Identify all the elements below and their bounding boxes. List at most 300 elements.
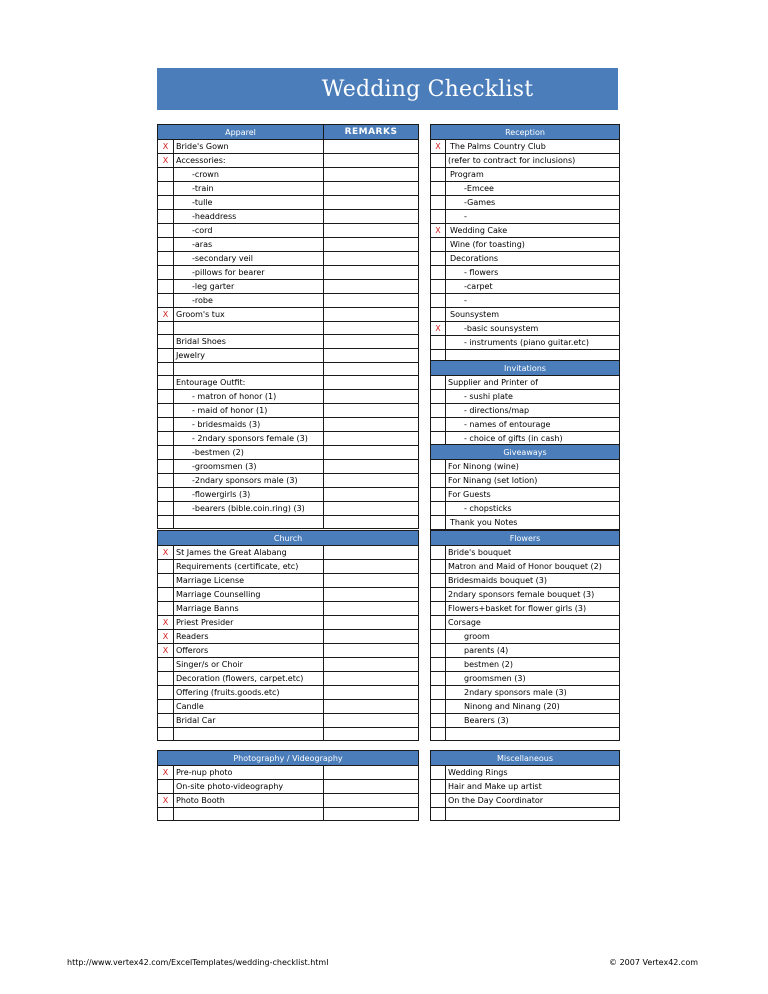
remarks-cell[interactable] (324, 266, 419, 280)
checklist-row (158, 280, 419, 294)
checklist-row (158, 154, 419, 168)
checklist-row (431, 196, 620, 210)
checklist-row (431, 686, 620, 700)
item-label: - maid of honor (1) (174, 404, 324, 418)
item-label: On the Day Coordinator (446, 794, 620, 808)
remarks-header: REMARKS (324, 125, 419, 140)
remarks-cell[interactable] (324, 308, 419, 322)
remarks-cell[interactable] (324, 335, 419, 349)
item-label: -secondary veil (174, 252, 324, 266)
checklist-row (431, 616, 620, 630)
checklist-row (431, 474, 620, 488)
apparel-header: Apparel (158, 125, 324, 140)
checklist-row (431, 252, 620, 266)
remarks-cell[interactable] (324, 602, 419, 616)
item-label: - names of entourage (446, 418, 620, 432)
checklist-row (158, 686, 419, 700)
checklist-row (158, 349, 419, 363)
remarks-cell[interactable] (324, 154, 419, 168)
item-label: -basic sounsystem (446, 322, 620, 336)
checkbox-cell[interactable] (158, 432, 174, 446)
checkbox-cell[interactable] (431, 728, 446, 741)
item-label: - sushi plate (446, 390, 620, 404)
remarks-cell[interactable] (324, 488, 419, 502)
checklist-row (431, 602, 620, 616)
checkbox-cell[interactable] (158, 560, 174, 574)
checkbox-cell[interactable] (158, 516, 174, 529)
checklist-row (431, 322, 620, 336)
remarks-cell[interactable] (324, 574, 419, 588)
checkbox-cell[interactable] (158, 376, 174, 390)
item-label: groom (446, 630, 620, 644)
checkbox-cell[interactable]: X (158, 616, 174, 630)
item-label: 2ndary sponsors male (3) (446, 686, 620, 700)
remarks-cell[interactable] (324, 390, 419, 404)
checklist-row (158, 308, 419, 322)
item-label: -train (174, 182, 324, 196)
checklist-row (158, 780, 419, 794)
checkbox-cell[interactable] (431, 460, 446, 474)
checklist-row (431, 308, 620, 322)
checkbox-cell[interactable] (431, 308, 446, 322)
checkbox-cell[interactable]: X (158, 630, 174, 644)
checklist-row (431, 168, 620, 182)
apparel-table (157, 124, 419, 529)
checklist-row (431, 182, 620, 196)
remarks-cell[interactable] (324, 766, 419, 780)
church-header: Church (158, 531, 419, 546)
checkbox-cell[interactable] (158, 266, 174, 280)
footer-url[interactable]: http://www.vertex42.com/ExcelTemplates/wedding-checklist.html (67, 958, 329, 967)
item-label: Offering (fruits.goods.etc) (174, 686, 324, 700)
checkbox-cell[interactable] (158, 658, 174, 672)
item-label: St James the Great Alabang (174, 546, 324, 560)
checkbox-cell[interactable] (431, 168, 446, 182)
item-label: - flowers (446, 266, 620, 280)
checklist-row (158, 714, 419, 728)
remarks-cell[interactable] (324, 460, 419, 474)
checklist-row (431, 672, 620, 686)
checkbox-cell[interactable] (431, 602, 446, 616)
item-label: Priest Presider (174, 616, 324, 630)
checklist-row (158, 446, 419, 460)
remarks-cell[interactable] (324, 560, 419, 574)
remarks-cell[interactable] (324, 196, 419, 210)
item-label: - instruments (piano guitar.etc) (446, 336, 620, 350)
item-label: Jewelry (174, 349, 324, 363)
remarks-cell[interactable] (324, 210, 419, 224)
checklist-row (158, 168, 419, 182)
checklist-row (158, 460, 419, 474)
invitations-header: Invitations (431, 361, 620, 376)
reception-header-row (431, 125, 620, 140)
checkbox-cell[interactable] (431, 686, 446, 700)
checklist-row (158, 210, 419, 224)
remarks-cell[interactable] (324, 516, 419, 529)
item-label: - bridesmaids (3) (174, 418, 324, 432)
remarks-cell[interactable] (324, 280, 419, 294)
checklist-row (158, 658, 419, 672)
item-label: For Ninong (wine) (446, 460, 620, 474)
item-label: Pre-nup photo (174, 766, 324, 780)
item-label: -pillows for bearer (174, 266, 324, 280)
checkbox-cell[interactable] (431, 516, 446, 530)
item-label: - matron of honor (1) (174, 390, 324, 404)
checkbox-cell[interactable]: X (158, 546, 174, 560)
flowers-header: Flowers (431, 531, 620, 546)
checkbox-cell[interactable] (158, 474, 174, 488)
item-label: For Guests (446, 488, 620, 502)
remarks-cell[interactable] (324, 714, 419, 728)
checkbox-cell[interactable] (431, 616, 446, 630)
item-label: Candle (174, 700, 324, 714)
remarks-cell[interactable] (324, 182, 419, 196)
item-label (174, 728, 324, 741)
item-label: Decorations (446, 252, 620, 266)
checkbox-cell[interactable] (431, 252, 446, 266)
remarks-cell[interactable] (324, 168, 419, 182)
item-label: bestmen (2) (446, 658, 620, 672)
checklist-row (431, 376, 620, 390)
checkbox-cell[interactable] (431, 488, 446, 502)
item-label: Groom's tux (174, 308, 324, 322)
item-label: -robe (174, 294, 324, 308)
checklist-row (158, 404, 419, 418)
checklist-row (431, 700, 620, 714)
checklist-row (158, 252, 419, 266)
item-label: - directions/map (446, 404, 620, 418)
checkbox-cell[interactable] (431, 418, 446, 432)
item-label: - (446, 294, 620, 308)
item-label: -cord (174, 224, 324, 238)
checklist-row (431, 560, 620, 574)
checkbox-cell[interactable]: X (158, 308, 174, 322)
checkbox-cell[interactable] (158, 390, 174, 404)
title-banner (157, 68, 618, 110)
checklist-row (431, 766, 620, 780)
checkbox-cell[interactable] (431, 560, 446, 574)
remarks-cell[interactable] (324, 546, 419, 560)
checkbox-cell[interactable] (158, 446, 174, 460)
checkbox-cell[interactable] (158, 404, 174, 418)
checkbox-cell[interactable] (431, 766, 446, 780)
flowers-table (430, 530, 620, 741)
checkbox-cell[interactable]: X (158, 766, 174, 780)
photo-header: Photography / Videography (158, 751, 419, 766)
page-title: Wedding Checklist (321, 76, 534, 102)
item-label: On-site photo-videography (174, 780, 324, 794)
item-label (446, 808, 620, 821)
checklist-row (158, 546, 419, 560)
checkbox-cell[interactable] (431, 780, 446, 794)
checklist-row (158, 224, 419, 238)
item-label: Bride's Gown (174, 140, 324, 154)
checkbox-cell[interactable] (431, 210, 446, 224)
checkbox-cell[interactable]: X (158, 794, 174, 808)
checklist-row (158, 140, 419, 154)
checklist-row (158, 700, 419, 714)
reception-header: Reception (431, 125, 620, 140)
checkbox-cell[interactable] (158, 714, 174, 728)
item-label: Wine (for toasting) (446, 238, 620, 252)
checklist-row (158, 560, 419, 574)
item-label: The Palms Country Club (446, 140, 620, 154)
checklist-row (431, 404, 620, 418)
item-label: Readers (174, 630, 324, 644)
item-label: - chopsticks (446, 502, 620, 516)
item-label: -Emcee (446, 182, 620, 196)
checkbox-cell[interactable] (158, 460, 174, 474)
checklist-row (158, 616, 419, 630)
checklist-row (158, 335, 419, 349)
item-label: -headdress (174, 210, 324, 224)
remarks-cell[interactable] (324, 474, 419, 488)
checkbox-cell[interactable] (158, 574, 174, 588)
checkbox-cell[interactable] (431, 546, 446, 560)
checkbox-cell[interactable] (431, 672, 446, 686)
item-label: Entourage Outfit: (174, 376, 324, 390)
remarks-cell[interactable] (324, 588, 419, 602)
remarks-cell[interactable] (324, 728, 419, 741)
checkbox-cell[interactable] (431, 336, 446, 350)
remarks-cell[interactable] (324, 794, 419, 808)
remarks-cell[interactable] (324, 672, 419, 686)
item-label: Requirements (certificate, etc) (174, 560, 324, 574)
item-label: Flowers+basket for flower girls (3) (446, 602, 620, 616)
item-label: Singer/s or Choir (174, 658, 324, 672)
checkbox-cell[interactable] (431, 390, 446, 404)
flowers-header-row (431, 531, 620, 546)
checkbox-cell[interactable] (158, 808, 174, 821)
item-label: Matron and Maid of Honor bouquet (2) (446, 560, 620, 574)
remarks-cell[interactable] (324, 349, 419, 363)
checklist-row (431, 224, 620, 238)
checkbox-cell[interactable] (431, 196, 446, 210)
checkbox-cell[interactable] (431, 574, 446, 588)
checkbox-cell[interactable] (158, 700, 174, 714)
item-label: Bearers (3) (446, 714, 620, 728)
item-label: -bearers (bible.coin.ring) (3) (174, 502, 324, 516)
remarks-cell[interactable] (324, 644, 419, 658)
remarks-cell[interactable] (324, 808, 419, 821)
item-label: -bestmen (2) (174, 446, 324, 460)
checklist-row (431, 266, 620, 280)
checkbox-cell[interactable] (158, 488, 174, 502)
checklist-row (158, 574, 419, 588)
remarks-cell[interactable] (324, 252, 419, 266)
giveaways-header-row (431, 445, 620, 460)
remarks-cell[interactable] (324, 432, 419, 446)
giveaways-table (430, 444, 620, 530)
footer-copyright: © 2007 Vertex42.com (609, 958, 698, 967)
checklist-row (431, 780, 620, 794)
checkbox-cell[interactable] (431, 404, 446, 418)
checkbox-cell[interactable] (431, 502, 446, 516)
item-label: -aras (174, 238, 324, 252)
remarks-cell[interactable] (324, 502, 419, 516)
checklist-row (431, 728, 620, 741)
item-label: Bridesmaids bouquet (3) (446, 574, 620, 588)
checklist-row (158, 502, 419, 516)
checkbox-cell[interactable]: X (431, 224, 446, 238)
remarks-cell[interactable] (324, 686, 419, 700)
checkbox-cell[interactable] (158, 349, 174, 363)
checkbox-cell[interactable] (431, 376, 446, 390)
checklist-row (158, 474, 419, 488)
checkbox-cell[interactable] (431, 294, 446, 308)
checkbox-cell[interactable] (431, 658, 446, 672)
checkbox-cell[interactable] (158, 252, 174, 266)
apparel-header-row (158, 125, 419, 140)
checkbox-cell[interactable] (431, 644, 446, 658)
item-label: Hair and Make up artist (446, 780, 620, 794)
checklist-row (158, 266, 419, 280)
checklist-row (431, 574, 620, 588)
checklist-row (158, 432, 419, 446)
remarks-cell[interactable] (324, 294, 419, 308)
item-label: (refer to contract for inclusions) (446, 154, 620, 168)
checkbox-cell[interactable] (431, 794, 446, 808)
checkbox-cell[interactable] (431, 808, 446, 821)
checkbox-cell[interactable] (158, 418, 174, 432)
item-label: groomsmen (3) (446, 672, 620, 686)
checklist-row (431, 658, 620, 672)
checkbox-cell[interactable]: X (158, 154, 174, 168)
item-label: Decoration (flowers, carpet.etc) (174, 672, 324, 686)
checkbox-cell[interactable] (158, 238, 174, 252)
item-label (174, 808, 324, 821)
checkbox-cell[interactable] (431, 474, 446, 488)
checklist-row (431, 238, 620, 252)
item-label: -leg garter (174, 280, 324, 294)
remarks-cell[interactable] (324, 418, 419, 432)
item-label (174, 363, 324, 376)
checkbox-cell[interactable] (431, 154, 446, 168)
remarks-cell[interactable] (324, 446, 419, 460)
item-label: Photo Booth (174, 794, 324, 808)
item-label: -Games (446, 196, 620, 210)
checklist-row (158, 766, 419, 780)
checkbox-cell[interactable] (431, 714, 446, 728)
checkbox-cell[interactable] (158, 335, 174, 349)
misc-header: Miscellaneous (431, 751, 620, 766)
remarks-cell[interactable] (324, 404, 419, 418)
checklist-row (431, 502, 620, 516)
checkbox-cell[interactable] (431, 266, 446, 280)
remarks-cell[interactable] (324, 140, 419, 154)
checklist-row (431, 808, 620, 821)
checkbox-cell[interactable]: X (431, 322, 446, 336)
remarks-cell[interactable] (324, 238, 419, 252)
checkbox-cell[interactable] (158, 686, 174, 700)
remarks-cell[interactable] (324, 224, 419, 238)
item-label: parents (4) (446, 644, 620, 658)
photo-header-row (158, 751, 419, 766)
checkbox-cell[interactable] (431, 182, 446, 196)
checklist-row (431, 210, 620, 224)
checkbox-cell[interactable] (158, 502, 174, 516)
misc-header-row (431, 751, 620, 766)
checklist-row (158, 376, 419, 390)
photo-table (157, 750, 419, 821)
remarks-cell[interactable] (324, 630, 419, 644)
checkbox-cell[interactable] (158, 322, 174, 335)
checkbox-cell[interactable] (431, 630, 446, 644)
checklist-row (431, 418, 620, 432)
checkbox-cell[interactable] (158, 168, 174, 182)
remarks-cell[interactable] (324, 658, 419, 672)
checkbox-cell[interactable]: X (158, 140, 174, 154)
checklist-row (431, 140, 620, 154)
checkbox-cell[interactable] (158, 728, 174, 741)
checkbox-cell[interactable] (158, 602, 174, 616)
checkbox-cell[interactable] (158, 294, 174, 308)
remarks-cell[interactable] (324, 700, 419, 714)
checkbox-cell[interactable] (431, 280, 446, 294)
checklist-row (431, 588, 620, 602)
checklist-row (431, 336, 620, 350)
item-label: Marriage Counselling (174, 588, 324, 602)
checkbox-cell[interactable] (158, 210, 174, 224)
misc-table (430, 750, 620, 821)
remarks-cell[interactable] (324, 322, 419, 335)
remarks-cell[interactable] (324, 376, 419, 390)
item-label (174, 322, 324, 335)
item-label: -flowergirls (3) (174, 488, 324, 502)
checklist-row (158, 294, 419, 308)
remarks-cell[interactable] (324, 780, 419, 794)
item-label: - 2ndary sponsors female (3) (174, 432, 324, 446)
invitations-header-row (431, 361, 620, 376)
checkbox-cell[interactable] (158, 224, 174, 238)
checklist-row (158, 808, 419, 821)
checkbox-cell[interactable] (158, 672, 174, 686)
checkbox-cell[interactable] (158, 196, 174, 210)
reception-table (430, 124, 620, 363)
checklist-row (431, 630, 620, 644)
checkbox-cell[interactable] (431, 700, 446, 714)
item-label: -groomsmen (3) (174, 460, 324, 474)
checklist-row (431, 294, 620, 308)
item-label: Bridal Shoes (174, 335, 324, 349)
checkbox-cell[interactable] (158, 182, 174, 196)
checklist-row (431, 488, 620, 502)
remarks-cell[interactable] (324, 363, 419, 376)
checklist-row (158, 794, 419, 808)
item-label: Wedding Rings (446, 766, 620, 780)
checklist-row (158, 390, 419, 404)
item-label: Marriage License (174, 574, 324, 588)
checklist-row (158, 196, 419, 210)
checkbox-cell[interactable] (158, 588, 174, 602)
item-label: Accessories: (174, 154, 324, 168)
checkbox-cell[interactable]: X (158, 644, 174, 658)
item-label: Thank you Notes (446, 516, 620, 530)
checkbox-cell[interactable] (431, 238, 446, 252)
remarks-cell[interactable] (324, 616, 419, 630)
checkbox-cell[interactable] (158, 780, 174, 794)
checklist-row (158, 182, 419, 196)
item-label: -carpet (446, 280, 620, 294)
checkbox-cell[interactable] (158, 363, 174, 376)
checkbox-cell[interactable] (431, 588, 446, 602)
item-label: Supplier and Printer of (446, 376, 620, 390)
checkbox-cell[interactable] (158, 280, 174, 294)
checklist-row (431, 390, 620, 404)
item-label: Offerors (174, 644, 324, 658)
checkbox-cell[interactable]: X (431, 140, 446, 154)
checklist-row (158, 238, 419, 252)
